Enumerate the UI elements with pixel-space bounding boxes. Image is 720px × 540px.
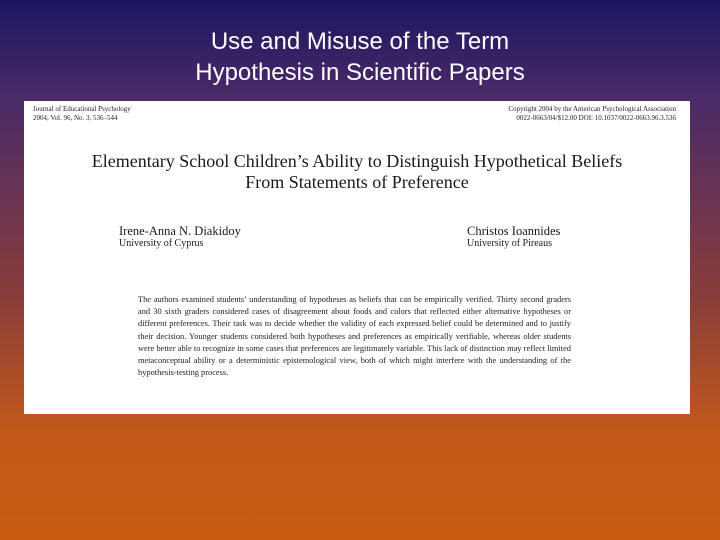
author-name: Christos Ioannides [467, 224, 561, 238]
copyright-line: Copyright 2004 by the American Psychological Association [508, 105, 676, 113]
slide-title [0, 26, 720, 88]
journal-name: Journal of Educational Psychology [33, 105, 131, 113]
paper-title-line-2: From Statements of Preference [245, 172, 469, 192]
doi-line: 0022-0663/04/$12.00 DOI: 10.1037/0022-0663.96.3.536 [516, 114, 676, 122]
paper-title [24, 151, 690, 193]
abstract: The authors examined students’ understanding of hypotheses as beliefs that can be empirically verified. Thirty second graders and 30 sixth graders considered cases of disagreement about foods and colors that reflected either alternative hypotheses or different preferences. Their task was to decide whether the validity of each expressed belief could be determined and to justify their decision. Younger students considered both hypotheses and preferences as empirically verifiable, whereas older students were better able to recognize in some cases that preferences are legitimately variable. This lack of distinction may reflect limited metaconceptual ability or a deterministic epistemological view, both of which might interfere with the understanding of the hypothesis-testing process. [138, 295, 571, 378]
author-affiliation: University of Cyprus [119, 238, 204, 249]
journal-citation [33, 105, 131, 123]
slide-title-line-2: Hypothesis in Scientific Papers [195, 59, 525, 86]
author-name: Irene-Anna N. Diakidoy [119, 224, 241, 238]
slide-title-line-1: Use and Misuse of the Term [210, 28, 510, 55]
paper-title-line-1: Elementary School Children’s Ability to Distinguish Hypothetical Beliefs [91, 151, 623, 171]
journal-volume: 2004, Vol. 96, No. 3, 536–544 [33, 114, 118, 122]
paper-excerpt [24, 101, 690, 414]
copyright-notice [508, 105, 676, 123]
author-affiliation: University of Pireaus [467, 238, 552, 249]
author-block [119, 225, 241, 250]
author-block [467, 225, 560, 250]
